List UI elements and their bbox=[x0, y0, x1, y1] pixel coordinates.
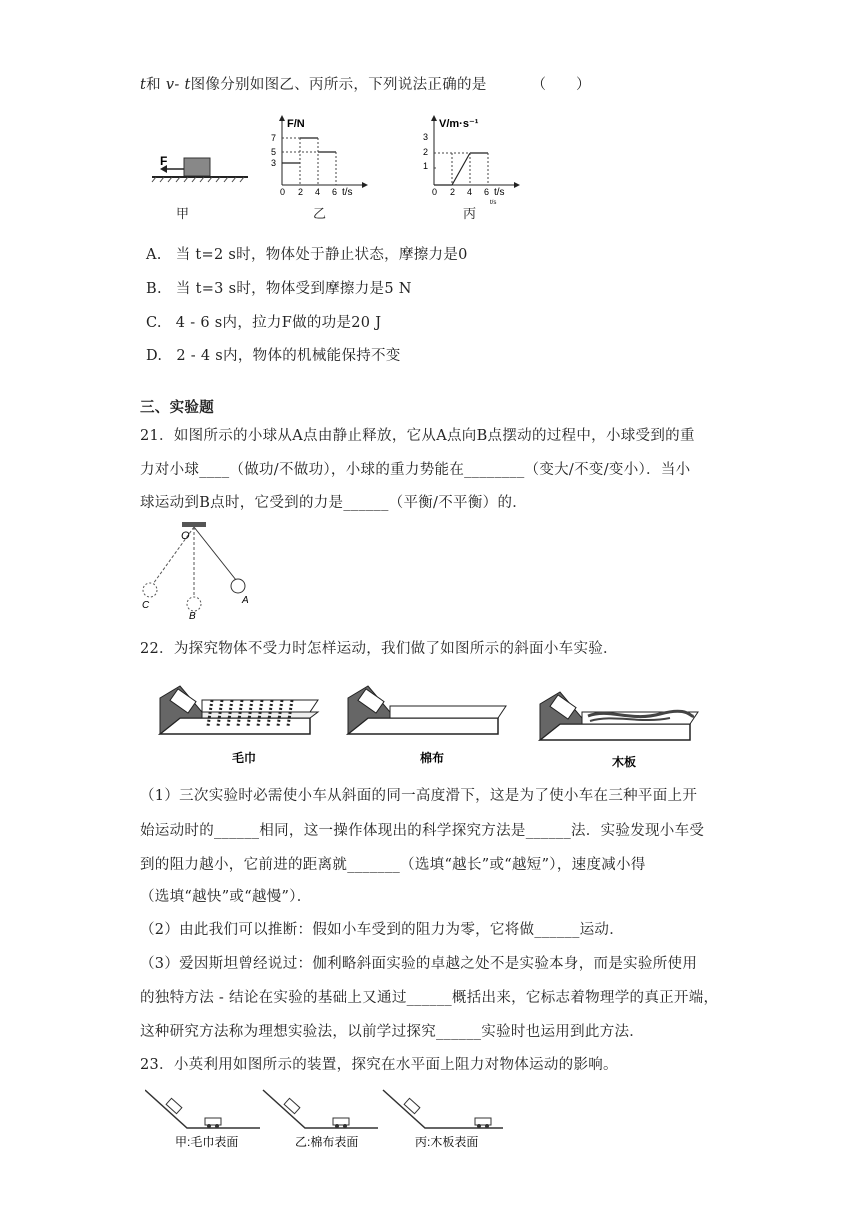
q21-line-3: 球运动到B点时，它受到的力是______（平衡/不平衡）的． bbox=[140, 495, 528, 511]
q22-line-1: （1）三次实验时必需使小车从斜面的同一高度滑下，这是为了使小车在三种平面上开 bbox=[140, 788, 698, 804]
fig-label-yi: 乙 bbox=[313, 207, 327, 222]
svg-text:4: 4 bbox=[315, 187, 321, 197]
svg-text:4: 4 bbox=[467, 187, 473, 197]
q20-stem: t和 v- t图像分别如图乙、丙所示，下列说法正确的是 （ ） bbox=[140, 77, 591, 93]
incline-cotton bbox=[348, 686, 506, 734]
svg-text:0: 0 bbox=[432, 187, 438, 197]
caption-yi: 乙:棉布表面 bbox=[295, 1135, 359, 1149]
graph-yi bbox=[266, 113, 371, 198]
svg-text:3: 3 bbox=[271, 158, 277, 168]
ball-b bbox=[187, 597, 201, 611]
q22-line-8: 这种研究方法称为理想实验法，以前学过探究______实验时也运用到此方法． bbox=[140, 1024, 645, 1040]
incline-figures bbox=[150, 678, 710, 770]
svg-text:A: A bbox=[242, 595, 249, 606]
incline-c bbox=[383, 1090, 503, 1128]
q22-intro: 22．为探究物体不受力时怎样运动，我们做了如图所示的斜面小车实验． bbox=[140, 641, 618, 657]
q22-line-4: （选填“越快”或“越慢”）． bbox=[140, 889, 312, 905]
graph-bing bbox=[418, 113, 528, 208]
svg-text:t/s: t/s bbox=[342, 187, 353, 198]
incline-towel bbox=[160, 686, 318, 734]
q23-intro: 23．小英利用如图所示的装置，探究在水平面上阻力对物体运动的影响。 bbox=[140, 1057, 618, 1073]
block bbox=[184, 158, 210, 176]
svg-text:6: 6 bbox=[484, 187, 490, 197]
option-d: D. 2 - 4 s内，物体的机械能保持不变 bbox=[146, 348, 401, 364]
surface-label-towel: 毛巾 bbox=[232, 751, 257, 765]
svg-text:t/s: t/s bbox=[490, 200, 497, 206]
figure-jia bbox=[148, 125, 258, 195]
svg-text:1: 1 bbox=[423, 161, 429, 171]
q23-figures bbox=[145, 1080, 515, 1152]
q22-line-5: （2）由此我们可以推断：假如小车受到的阻力为零，它将做______运动． bbox=[140, 922, 625, 938]
svg-text:C: C bbox=[142, 600, 150, 611]
fig-label-bing: 丙 bbox=[463, 207, 477, 222]
svg-text:2: 2 bbox=[298, 187, 304, 197]
pendulum-figure bbox=[140, 520, 265, 620]
svg-text:2: 2 bbox=[450, 187, 456, 197]
ball-c bbox=[143, 583, 157, 597]
ball-a bbox=[231, 579, 245, 593]
q22-line-2: 始运动时的______相同，这一操作体现出的科学探究方法是______法．实验发现小车受 bbox=[140, 823, 705, 839]
svg-text:2: 2 bbox=[423, 147, 429, 157]
caption-bing: 丙:木板表面 bbox=[415, 1135, 479, 1149]
incline-a bbox=[145, 1090, 260, 1128]
q22-line-3: 到的阻力越小，它前进的距离就_______（选填“越长”或“越短”），速度减小得 bbox=[140, 857, 646, 873]
section-title: 三、实验题 bbox=[140, 399, 214, 416]
q22-line-7: 的独特方法 - 结论在实验的基础上又通过______概括出来，它标志着物理学的真正开端， bbox=[140, 990, 719, 1006]
option-c: C. 4 - 6 s内，拉力F做的功是20 J bbox=[146, 315, 382, 331]
svg-text:3: 3 bbox=[423, 132, 429, 142]
svg-text:V/m·s⁻¹: V/m·s⁻¹ bbox=[439, 118, 479, 130]
svg-text:O: O bbox=[181, 530, 190, 542]
option-b: B. 当 t=3 s时，物体受到摩擦力是5 N bbox=[146, 281, 412, 297]
option-a: A. 当 t=2 s时，物体处于静止状态，摩擦力是0 bbox=[146, 247, 468, 263]
surface-label-wood: 木板 bbox=[612, 755, 637, 769]
svg-text:t/s: t/s bbox=[494, 187, 505, 198]
svg-text:F/N: F/N bbox=[287, 118, 305, 130]
q21-line-1: 21．如图所示的小球从A点由静止释放，它从A点向B点摆动的过程中，小球受到的重 bbox=[140, 428, 695, 444]
force-label: F bbox=[160, 154, 168, 168]
ceiling bbox=[182, 522, 206, 527]
svg-text:0: 0 bbox=[280, 187, 286, 197]
incline-wood bbox=[540, 692, 698, 740]
fig-label-jia: 甲 bbox=[176, 207, 190, 222]
surface-label-cotton: 棉布 bbox=[420, 751, 445, 765]
q21-line-2: 力对小球____（做功/不做功），小球的重力势能在________（变大/不变/变小）．当小 bbox=[140, 462, 691, 478]
q22-line-6: （3）爱因斯坦曾经说过：伽利略斜面实验的卓越之处不是实验本身，而是实验所使用 bbox=[140, 956, 698, 972]
svg-text:5: 5 bbox=[271, 147, 277, 157]
svg-text:7: 7 bbox=[271, 133, 277, 143]
caption-jia: 甲:毛巾表面 bbox=[175, 1135, 239, 1149]
incline-b bbox=[263, 1090, 378, 1128]
svg-text:B: B bbox=[189, 611, 196, 620]
svg-text:6: 6 bbox=[332, 187, 338, 197]
